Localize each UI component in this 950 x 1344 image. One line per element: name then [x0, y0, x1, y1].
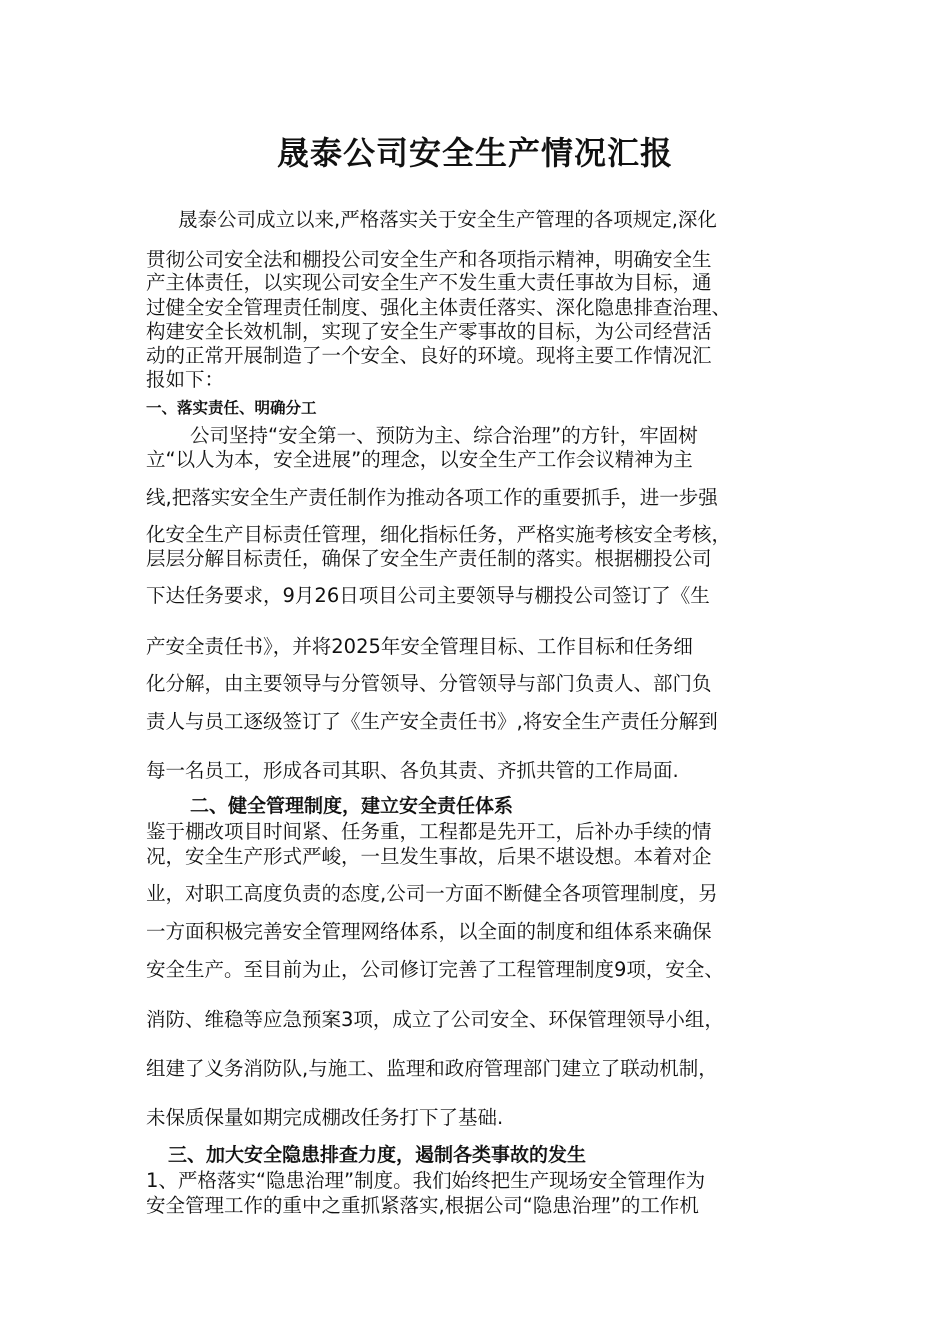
paragraph-line: 过健全安全管理责任制度、强化主体责任落实、深化隐患排查治理、 [146, 296, 732, 319]
paragraph-line: 构建安全长效机制，实现了安全生产零事故的目标，为公司经营活 [146, 320, 712, 343]
paragraph-line: 立“以人为本，安全进展”的理念，以安全生产工作会议精神为主 [146, 448, 693, 471]
paragraph-line: 组建了义务消防队,与施工、监理和政府管理部门建立了联动机制， [146, 1057, 718, 1080]
paragraph-line: 一方面积极完善安全管理网络体系，以全面的制度和组体系来确保 [146, 920, 712, 943]
paragraph-line: 下达任务要求，9月26日项目公司主要领导与棚投公司签订了《生 [146, 584, 710, 607]
paragraph-line: 报如下： [146, 368, 225, 391]
paragraph-line: 鉴于棚改项目时间紧、任务重，工程都是先开工，后补办手续的情 [146, 820, 712, 843]
section-heading: 一、落实责任、明确分工 [146, 399, 317, 417]
paragraph-line: 动的正常开展制造了一个安全、良好的环境。现将主要工作情况汇 [146, 344, 712, 367]
section-heading: 三、加大安全隐患排查力度，遏制各类事故的发生 [168, 1144, 587, 1166]
paragraph-line: 公司坚持“安全第一、预防为主、综合治理”的方针，牢固树 [190, 424, 698, 447]
paragraph-line: 每一名员工，形成各司其职、各负其责、齐抓共管的工作局面. [146, 759, 679, 782]
paragraph-line: 未保质保量如期完成棚改任务打下了基础. [146, 1106, 504, 1129]
paragraph-line: 化安全生产目标责任管理，细化指标任务，严格实施考核安全考核， [146, 523, 732, 546]
paragraph-line: 产安全责任书》，并将2025年安全管理目标、工作目标和任务细 [146, 635, 693, 658]
document-title: 晟泰公司安全生产情况汇报 [276, 134, 673, 172]
paragraph-line: 消防、维稳等应急预案3项，成立了公司安全、环保管理领导小组， [146, 1008, 724, 1031]
paragraph-line: 1、严格落实“隐患治理”制度。我们始终把生产现场安全管理作为 [146, 1169, 706, 1192]
paragraph-line: 产主体责任，以实现公司安全生产不发生重大责任事故为目标，通 [146, 271, 712, 294]
paragraph-line: 安全生产。至目前为止，公司修订完善了工程管理制度9项，安全、 [146, 958, 724, 981]
paragraph-line: 安全管理工作的重中之重抓紧落实,根据公司“隐患治理”的工作机 [146, 1194, 699, 1217]
paragraph-line: 晟泰公司成立以来,严格落实关于安全生产管理的各项规定,深化 [178, 208, 717, 231]
paragraph-line: 业，对职工高度负责的态度,公司一方面不断健全各项管理制度，另 [146, 882, 718, 905]
paragraph-line: 层层分解目标责任，确保了安全生产责任制的落实。根据棚投公司 [146, 547, 712, 570]
paragraph-line: 化分解，由主要领导与分管领导、分管领导与部门负责人、部门负 [146, 672, 712, 695]
section-heading: 二、健全管理制度，建立安全责任体系 [190, 795, 514, 817]
paragraph-line: 贯彻公司安全法和棚投公司安全生产和各项指示精神，明确安全生 [146, 248, 712, 271]
paragraph-line: 线,把落实安全生产责任制作为推动各项工作的重要抓手，进一步强 [146, 486, 718, 509]
paragraph-line: 况，安全生产形式严峻，一旦发生事故，后果不堪设想。本着对企 [146, 845, 712, 868]
paragraph-line: 责人与员工逐级签订了《生产安全责任书》,将安全生产责任分解到 [146, 710, 718, 733]
